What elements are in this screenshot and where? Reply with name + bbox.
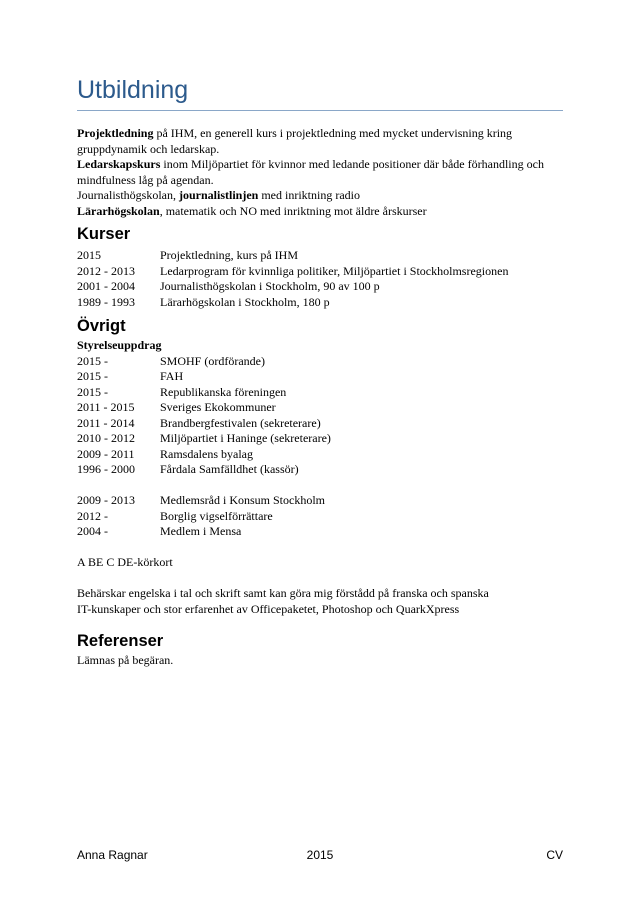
kurser-heading: Kurser bbox=[77, 225, 131, 243]
list-item bbox=[77, 385, 563, 401]
list-item bbox=[77, 416, 563, 432]
ovrigt-heading: Övrigt bbox=[77, 317, 126, 335]
utbildning-line-pre: Journalisthögskolan, bbox=[77, 188, 179, 202]
page-footer bbox=[77, 848, 563, 864]
referenser-heading: Referenser bbox=[77, 632, 164, 650]
description: Ramsdalens byalag bbox=[160, 446, 253, 461]
footer-doc: CV bbox=[546, 848, 563, 862]
period: 1996 - 2000 bbox=[77, 462, 135, 476]
list-item bbox=[77, 264, 563, 280]
period: 2009 - 2011 bbox=[77, 446, 135, 461]
spacer bbox=[77, 540, 563, 556]
period: 2009 - 2013 bbox=[77, 493, 135, 507]
period: 2010 - 2012 bbox=[77, 431, 135, 445]
list-item bbox=[77, 279, 563, 295]
description: Lärarhögskolan i Stockholm, 180 p bbox=[160, 294, 330, 309]
referenser-section bbox=[77, 653, 563, 669]
description: FAH bbox=[160, 369, 184, 383]
list-item bbox=[77, 524, 563, 540]
utbildning-line bbox=[77, 204, 563, 220]
description: Sveriges Ekokommuner bbox=[160, 400, 276, 414]
ovrigt-section bbox=[77, 338, 563, 617]
referenser-text: Lämnas på begäran. bbox=[77, 653, 174, 667]
list-item bbox=[77, 431, 563, 447]
period: 2011 - 2015 bbox=[77, 400, 135, 414]
period: 2012 - 2013 bbox=[77, 263, 135, 278]
utbildning-line bbox=[77, 126, 563, 157]
subheading-text: Styrelseuppdrag bbox=[77, 338, 162, 352]
description: Republikanska föreningen bbox=[160, 384, 287, 399]
heading-rule bbox=[77, 110, 563, 111]
list-item bbox=[77, 295, 563, 311]
period: 2015 - bbox=[77, 384, 108, 399]
description: Journalisthögskolan i Stockholm, 90 av 100 p bbox=[160, 279, 380, 293]
description: Fårdala Samfälldhet (kassör) bbox=[160, 462, 299, 476]
description: Projektledning, kurs på IHM bbox=[160, 248, 298, 262]
skills-line: IT-kunskaper och stor erfarenhet av Officepaketet, Photoshop och QuarkXpress bbox=[77, 601, 460, 616]
license-line: A BE C DE-körkort bbox=[77, 555, 173, 569]
period: 2015 - bbox=[77, 369, 108, 383]
list-item bbox=[77, 447, 563, 463]
period: 2011 - 2014 bbox=[77, 415, 135, 430]
list-item bbox=[77, 400, 563, 416]
period: 2015 bbox=[77, 248, 101, 262]
period: 2012 - bbox=[77, 508, 108, 523]
utbildning-line-title: Ledarskapskurs bbox=[77, 157, 161, 171]
utbildning-line bbox=[77, 188, 563, 204]
period: 2004 - bbox=[77, 524, 108, 538]
utbildning-line-text: , matematik och NO med inriktning mot äldre årskurser bbox=[159, 203, 427, 218]
kurser-list bbox=[77, 248, 563, 310]
utbildning-line-text: med inriktning radio bbox=[258, 188, 360, 202]
description: Medlemsråd i Konsum Stockholm bbox=[160, 493, 325, 507]
description: Ledarprogram för kvinnliga politiker, Miljöpartiet i Stockholmsregionen bbox=[160, 263, 509, 278]
utbildning-line-title: journalistlinjen bbox=[179, 188, 259, 202]
spacer bbox=[77, 478, 563, 494]
list-item bbox=[77, 354, 563, 370]
period: 2001 - 2004 bbox=[77, 279, 135, 293]
utbildning-section bbox=[77, 126, 563, 219]
utbildning-line-text: på IHM, en generell kurs i projektledning med mycket undervisning kring gruppdynamik och ledarskap. bbox=[77, 126, 513, 156]
description: Borglig vigselförrättare bbox=[160, 508, 273, 523]
utbildning-line bbox=[77, 157, 563, 188]
description: Miljöpartiet i Haninge (sekreterare) bbox=[160, 431, 331, 445]
period: 2015 - bbox=[77, 353, 108, 368]
skills-line: Behärskar engelska i tal och skrift samt kan göra mig förstådd på franska och spanska bbox=[77, 586, 489, 600]
list-item bbox=[77, 509, 563, 525]
footer-name: Anna Ragnar bbox=[77, 848, 148, 862]
utbildning-line-text: inom Miljöpartiet för kvinnor med ledande positioner där både förhandling och mindfulness låg på agendan. bbox=[77, 157, 544, 187]
list-item bbox=[77, 493, 563, 509]
spacer bbox=[77, 571, 563, 587]
description: SMOHF (ordförande) bbox=[160, 353, 265, 368]
styrelseuppdrag-subheading bbox=[77, 338, 563, 354]
footer-year: 2015 bbox=[306, 848, 334, 862]
list-item bbox=[77, 369, 563, 385]
utbildning-line-title: Lärarhögskolan bbox=[77, 203, 160, 218]
description: Brandbergfestivalen (sekreterare) bbox=[160, 415, 321, 430]
period: 1989 - 1993 bbox=[77, 294, 135, 309]
utbildning-line-title: Projektledning bbox=[77, 126, 154, 140]
list-item bbox=[77, 248, 563, 264]
description: Medlem i Mensa bbox=[160, 524, 242, 538]
list-item bbox=[77, 462, 563, 478]
utbildning-heading: Utbildning bbox=[77, 76, 189, 104]
